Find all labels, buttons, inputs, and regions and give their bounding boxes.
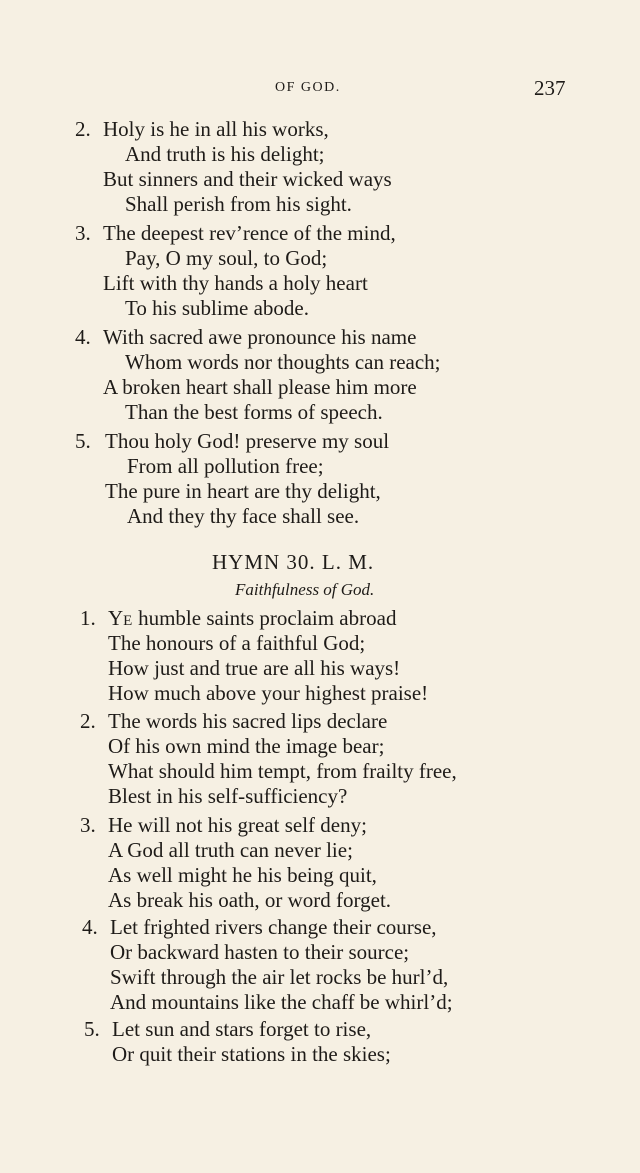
verse-line: The words his sacred lips declare bbox=[108, 709, 388, 733]
verse-line: Thou holy God! preserve my soul bbox=[105, 429, 390, 453]
verse-line: To his sublime abode. bbox=[125, 296, 310, 320]
verse-line: The honours of a faithful God; bbox=[108, 631, 366, 655]
verse-line: And they thy face shall see. bbox=[127, 504, 360, 528]
verse-line: How just and true are all his ways! bbox=[108, 656, 401, 680]
verse-line: Let sun and stars forget to rise, bbox=[112, 1017, 372, 1041]
verse-line: Shall perish from his sight. bbox=[125, 192, 352, 216]
verse-line: But sinners and their wicked ways bbox=[103, 167, 392, 191]
verse-line: Or backward hasten to their source; bbox=[110, 940, 410, 964]
verse-line: As break his oath, or word forget. bbox=[108, 888, 392, 912]
verse-line: He will not his great self deny; bbox=[108, 813, 367, 837]
verse-line: How much above your highest praise! bbox=[108, 681, 429, 705]
verse-line: Of his own mind the image bear; bbox=[108, 734, 385, 758]
stanza-number: 5. bbox=[75, 429, 91, 453]
verse-line: And mountains like the chaff be whirl’d; bbox=[110, 990, 453, 1014]
verse-line: Let frighted rivers change their course, bbox=[110, 915, 437, 939]
stanza-number: 5. bbox=[84, 1017, 100, 1041]
verse-line: Blest in his self-sufficiency? bbox=[108, 784, 348, 808]
stanza-number: 2. bbox=[80, 709, 96, 733]
verse-line-first bbox=[108, 606, 396, 634]
hymn-subtitle: Faithfulness of God. bbox=[235, 580, 375, 599]
verse-line: A broken heart shall please him more bbox=[103, 375, 417, 399]
verse-line: From all pollution free; bbox=[127, 454, 324, 478]
verse-line: The deepest rev’rence of the mind, bbox=[103, 221, 396, 245]
verse-line: Swift through the air let rocks be hurl’d, bbox=[110, 965, 449, 989]
stanza-number: 4. bbox=[82, 915, 98, 939]
verse-line: What should him tempt, from frailty free, bbox=[108, 759, 457, 783]
stanza-number: 3. bbox=[75, 221, 91, 245]
verse-line: And truth is his delight; bbox=[125, 142, 325, 166]
verse-line: With sacred awe pronounce his name bbox=[103, 325, 417, 349]
drop-word-initial: Y bbox=[108, 606, 124, 630]
verse-line: Pay, O my soul, to God; bbox=[125, 246, 328, 270]
verse-line: Or quit their stations in the skies; bbox=[112, 1042, 391, 1066]
verse-line-text: humble saints proclaim abroad bbox=[132, 606, 397, 630]
verse-line: As well might he his being quit, bbox=[108, 863, 377, 887]
verse-line: The pure in heart are thy delight, bbox=[105, 479, 381, 503]
verse-line: Holy is he in all his works, bbox=[103, 117, 329, 141]
running-head-title: OF GOD. bbox=[275, 80, 341, 95]
verse-line: Whom words nor thoughts can reach; bbox=[125, 350, 441, 374]
stanza-number: 1. bbox=[80, 606, 96, 630]
verse-line: Than the best forms of speech. bbox=[125, 400, 383, 424]
hymn-title: HYMN 30. L. M. bbox=[212, 550, 375, 574]
verse-line: A God all truth can never lie; bbox=[108, 838, 353, 862]
stanza-number: 3. bbox=[80, 813, 96, 837]
running-head bbox=[0, 76, 640, 102]
stanza-number: 4. bbox=[75, 325, 91, 349]
drop-word-rest: E bbox=[123, 613, 133, 629]
stanza-number: 2. bbox=[75, 117, 91, 141]
page-number: 237 bbox=[534, 76, 566, 100]
verse-line: Lift with thy hands a holy heart bbox=[103, 271, 368, 295]
